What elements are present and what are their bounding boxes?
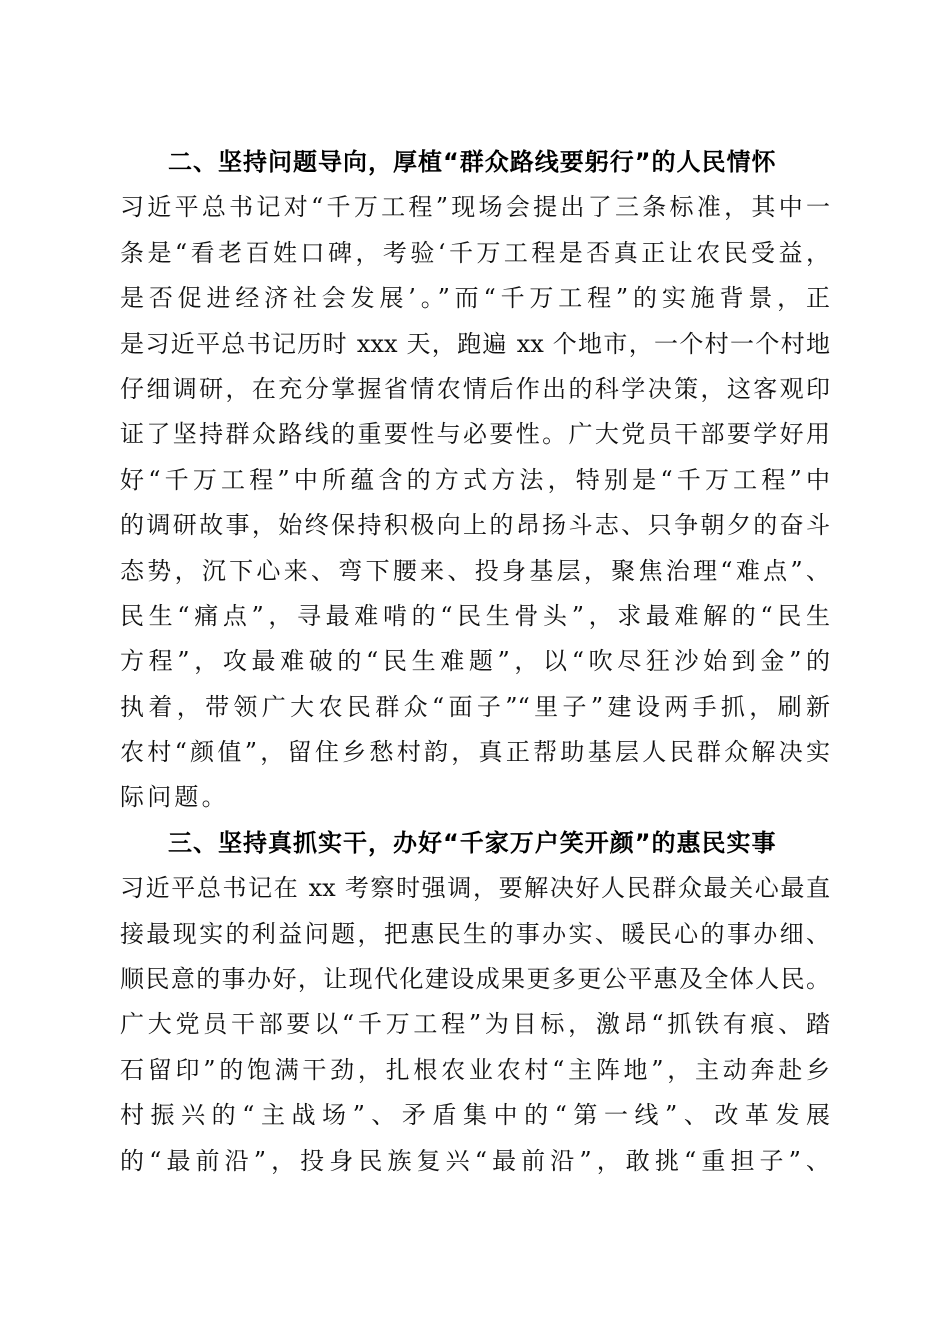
paragraph-line: 执着，带领广大农民群众“面子”“里子”建设两手抓，刷新	[120, 692, 830, 721]
paragraph-line: 习近平总书记在 xx 考察时强调，要解决好人民群众最关心最直	[120, 874, 830, 903]
paragraph-line: 石留印”的饱满干劲，扎根农业农村“主阵地”，主动奔赴乡	[120, 1055, 830, 1084]
paragraph-line: 是否促进经济社会发展’。”而“千万工程”的实施背景，正	[120, 284, 830, 313]
paragraph-line: 好“千万工程”中所蕴含的方式方法，特别是“千万工程”中	[120, 465, 830, 494]
paragraph-line: 习近平总书记对“千万工程”现场会提出了三条标准，其中一	[120, 193, 830, 222]
document-body	[120, 140, 830, 1184]
paragraph-line: 是习近平总书记历时 xxx 天，跑遍 xx 个地市，一个村一个村地	[120, 329, 830, 358]
paragraph-line: 条是“看老百姓口碑，考验‘千万工程是否真正让农民受益，	[120, 238, 830, 267]
paragraph-line: 农村“颜值”，留住乡愁村韵，真正帮助基层人民群众解决实	[120, 738, 830, 767]
paragraph-line: 态势，沉下心来、弯下腰来、投身基层，聚焦治理“难点”、	[120, 556, 830, 585]
paragraph-line: 证了坚持群众路线的重要性与必要性。广大党员干部要学好用	[120, 420, 830, 449]
paragraph-line: 仔细调研，在充分掌握省情农情后作出的科学决策，这客观印	[120, 374, 830, 403]
paragraph-line: 方程”，攻最难破的“民生难题”，以“吹尽狂沙始到金”的	[120, 647, 830, 676]
section-heading-3: 三、坚持真抓实干，办好“千家万户笑开颜”的惠民实事	[168, 828, 777, 857]
paragraph-line: 顺民意的事办好，让现代化建设成果更多更公平惠及全体人民。	[120, 965, 830, 994]
paragraph-line: 民生“痛点”，寻最难啃的“民生骨头”，求最难解的“民生	[120, 601, 830, 630]
section-heading-2: 二、坚持问题导向，厚植“群众路线要躬行”的人民情怀	[168, 148, 777, 176]
paragraph-line: 际问题。	[120, 783, 229, 812]
paragraph-line: 的“最前沿”，投身民族复兴“最前沿”，敢挑“重担子”、	[120, 1146, 830, 1175]
paragraph-line: 广大党员干部要以“千万工程”为目标，激昂“抓铁有痕、踏	[120, 1010, 830, 1039]
paragraph-line: 村振兴的“主战场”、矛盾集中的“第一线”、改革发展	[120, 1101, 830, 1130]
paragraph-line: 接最现实的利益问题，把惠民生的事办实、暖民心的事办细、	[120, 919, 830, 948]
paragraph-line: 的调研故事，始终保持积极向上的昂扬斗志、只争朝夕的奋斗	[120, 511, 830, 540]
